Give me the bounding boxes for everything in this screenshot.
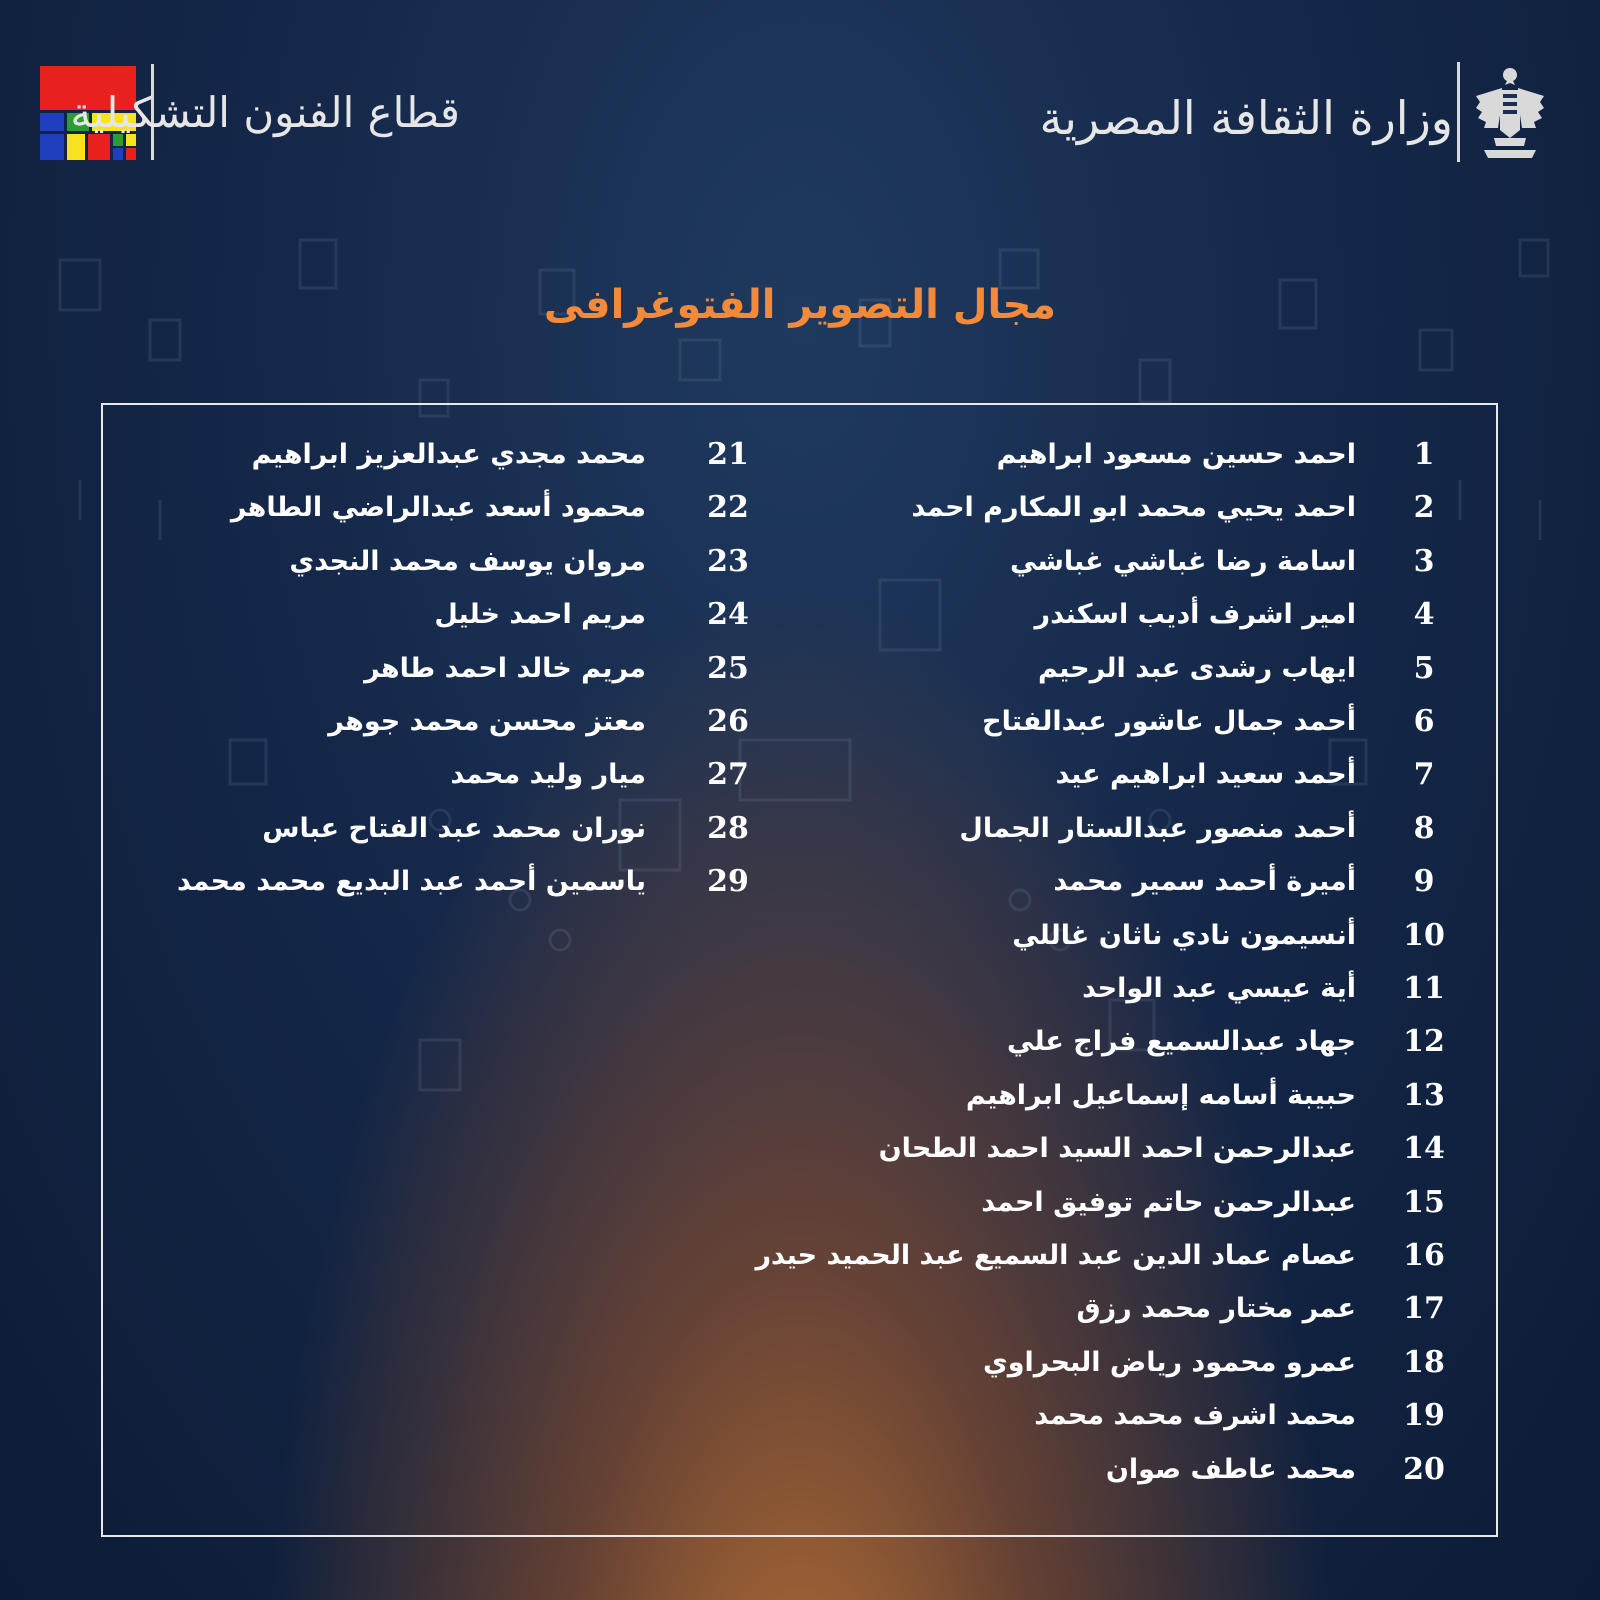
ministry-name: وزارة الثقافة المصرية [1039,91,1453,145]
entry-name: أحمد منصور عبدالستار الجمال [959,813,1356,844]
entry-number: 14 [1403,1131,1445,1166]
entry-number: 2 [1413,490,1435,525]
entry-name: مروان يوسف محمد النجدي [289,546,646,577]
entry-number: 24 [707,597,749,632]
entry-number: 5 [1413,651,1435,686]
entry-name: ياسمين أحمد عبد البديع محمد محمد [176,866,646,897]
entry-number: 6 [1413,704,1435,739]
entry-number: 19 [1403,1398,1445,1433]
entry-number: 21 [707,437,749,472]
entry-name: أية عيسي عبد الواحد [1082,973,1356,1004]
entry-number: 4 [1413,597,1435,632]
entry-name: مريم احمد خليل [434,599,646,630]
entry-name: امير اشرف أديب اسكندر [1034,599,1356,630]
entry-number: 8 [1413,811,1435,846]
entry-name: أحمد جمال عاشور عبدالفتاح [982,706,1356,737]
entry-name: محمد اشرف محمد محمد [1034,1400,1356,1431]
entry-number: 12 [1403,1024,1445,1059]
entry-name: احمد يحيي محمد ابو المكارم احمد [911,492,1356,523]
entry-name: حبيبة أسامه إسماعيل ابراهيم [965,1080,1356,1111]
section-title: مجال التصوير الفتوغرافى [543,282,1057,328]
entry-name: أنسيمون نادي ناثان غاللي [1012,920,1356,951]
entry-name: محمد مجدي عبدالعزيز ابراهيم [251,439,646,470]
entry-name: معتز محسن محمد جوهر [328,706,646,737]
entry-name: محمود أسعد عبدالراضي الطاهر [230,492,646,523]
entry-name: نوران محمد عبد الفتاح عباس [262,813,646,844]
entry-name: أميرة أحمد سمير محمد [1053,866,1356,897]
entry-name: جهاد عبدالسميع فراج علي [1007,1026,1356,1057]
entry-name: عمرو محمود رياض البحراوي [983,1347,1356,1378]
entry-name: عمر مختار محمد رزق [1076,1293,1356,1324]
entry-name: اسامة رضا غباشي غباشي [1010,546,1356,577]
sector-name: قطاع الفنون التشكيلية [70,88,460,137]
entry-number: 26 [707,704,749,739]
entry-number: 15 [1403,1185,1445,1220]
entry-number: 29 [707,864,749,899]
entry-name: مريم خالد احمد طاهر [364,653,646,684]
entry-name: ايهاب رشدى عبد الرحيم [1037,653,1356,684]
entry-number: 3 [1413,544,1435,579]
entry-number: 11 [1403,971,1445,1006]
entry-number: 20 [1403,1452,1445,1487]
entry-number: 10 [1403,918,1445,953]
entry-number: 16 [1403,1238,1445,1273]
entry-number: 17 [1403,1291,1445,1326]
entry-name: عصام عماد الدين عبد السميع عبد الحميد حيدر [755,1240,1356,1271]
entry-name: محمد عاطف صوان [1105,1454,1356,1485]
entry-number: 18 [1403,1345,1445,1380]
entry-name: أحمد سعيد ابراهيم عيد [1055,759,1356,790]
entry-number: 22 [707,490,749,525]
entry-name: عبدالرحمن احمد السيد احمد الطحان [878,1133,1356,1164]
entry-name: عبدالرحمن حاتم توفيق احمد [981,1187,1356,1218]
entry-number: 7 [1413,757,1435,792]
entry-number: 1 [1413,437,1435,472]
entry-number: 28 [707,811,749,846]
entry-number: 27 [707,757,749,792]
eagle-emblem-icon [1472,62,1548,162]
entry-number: 23 [707,544,749,579]
entry-name: احمد حسين مسعود ابراهيم [996,439,1356,470]
entry-number: 9 [1413,864,1435,899]
entry-name: ميار وليد محمد [450,759,646,790]
header-divider-right [1457,62,1460,162]
entry-number: 25 [707,651,749,686]
entry-number: 13 [1403,1078,1445,1113]
